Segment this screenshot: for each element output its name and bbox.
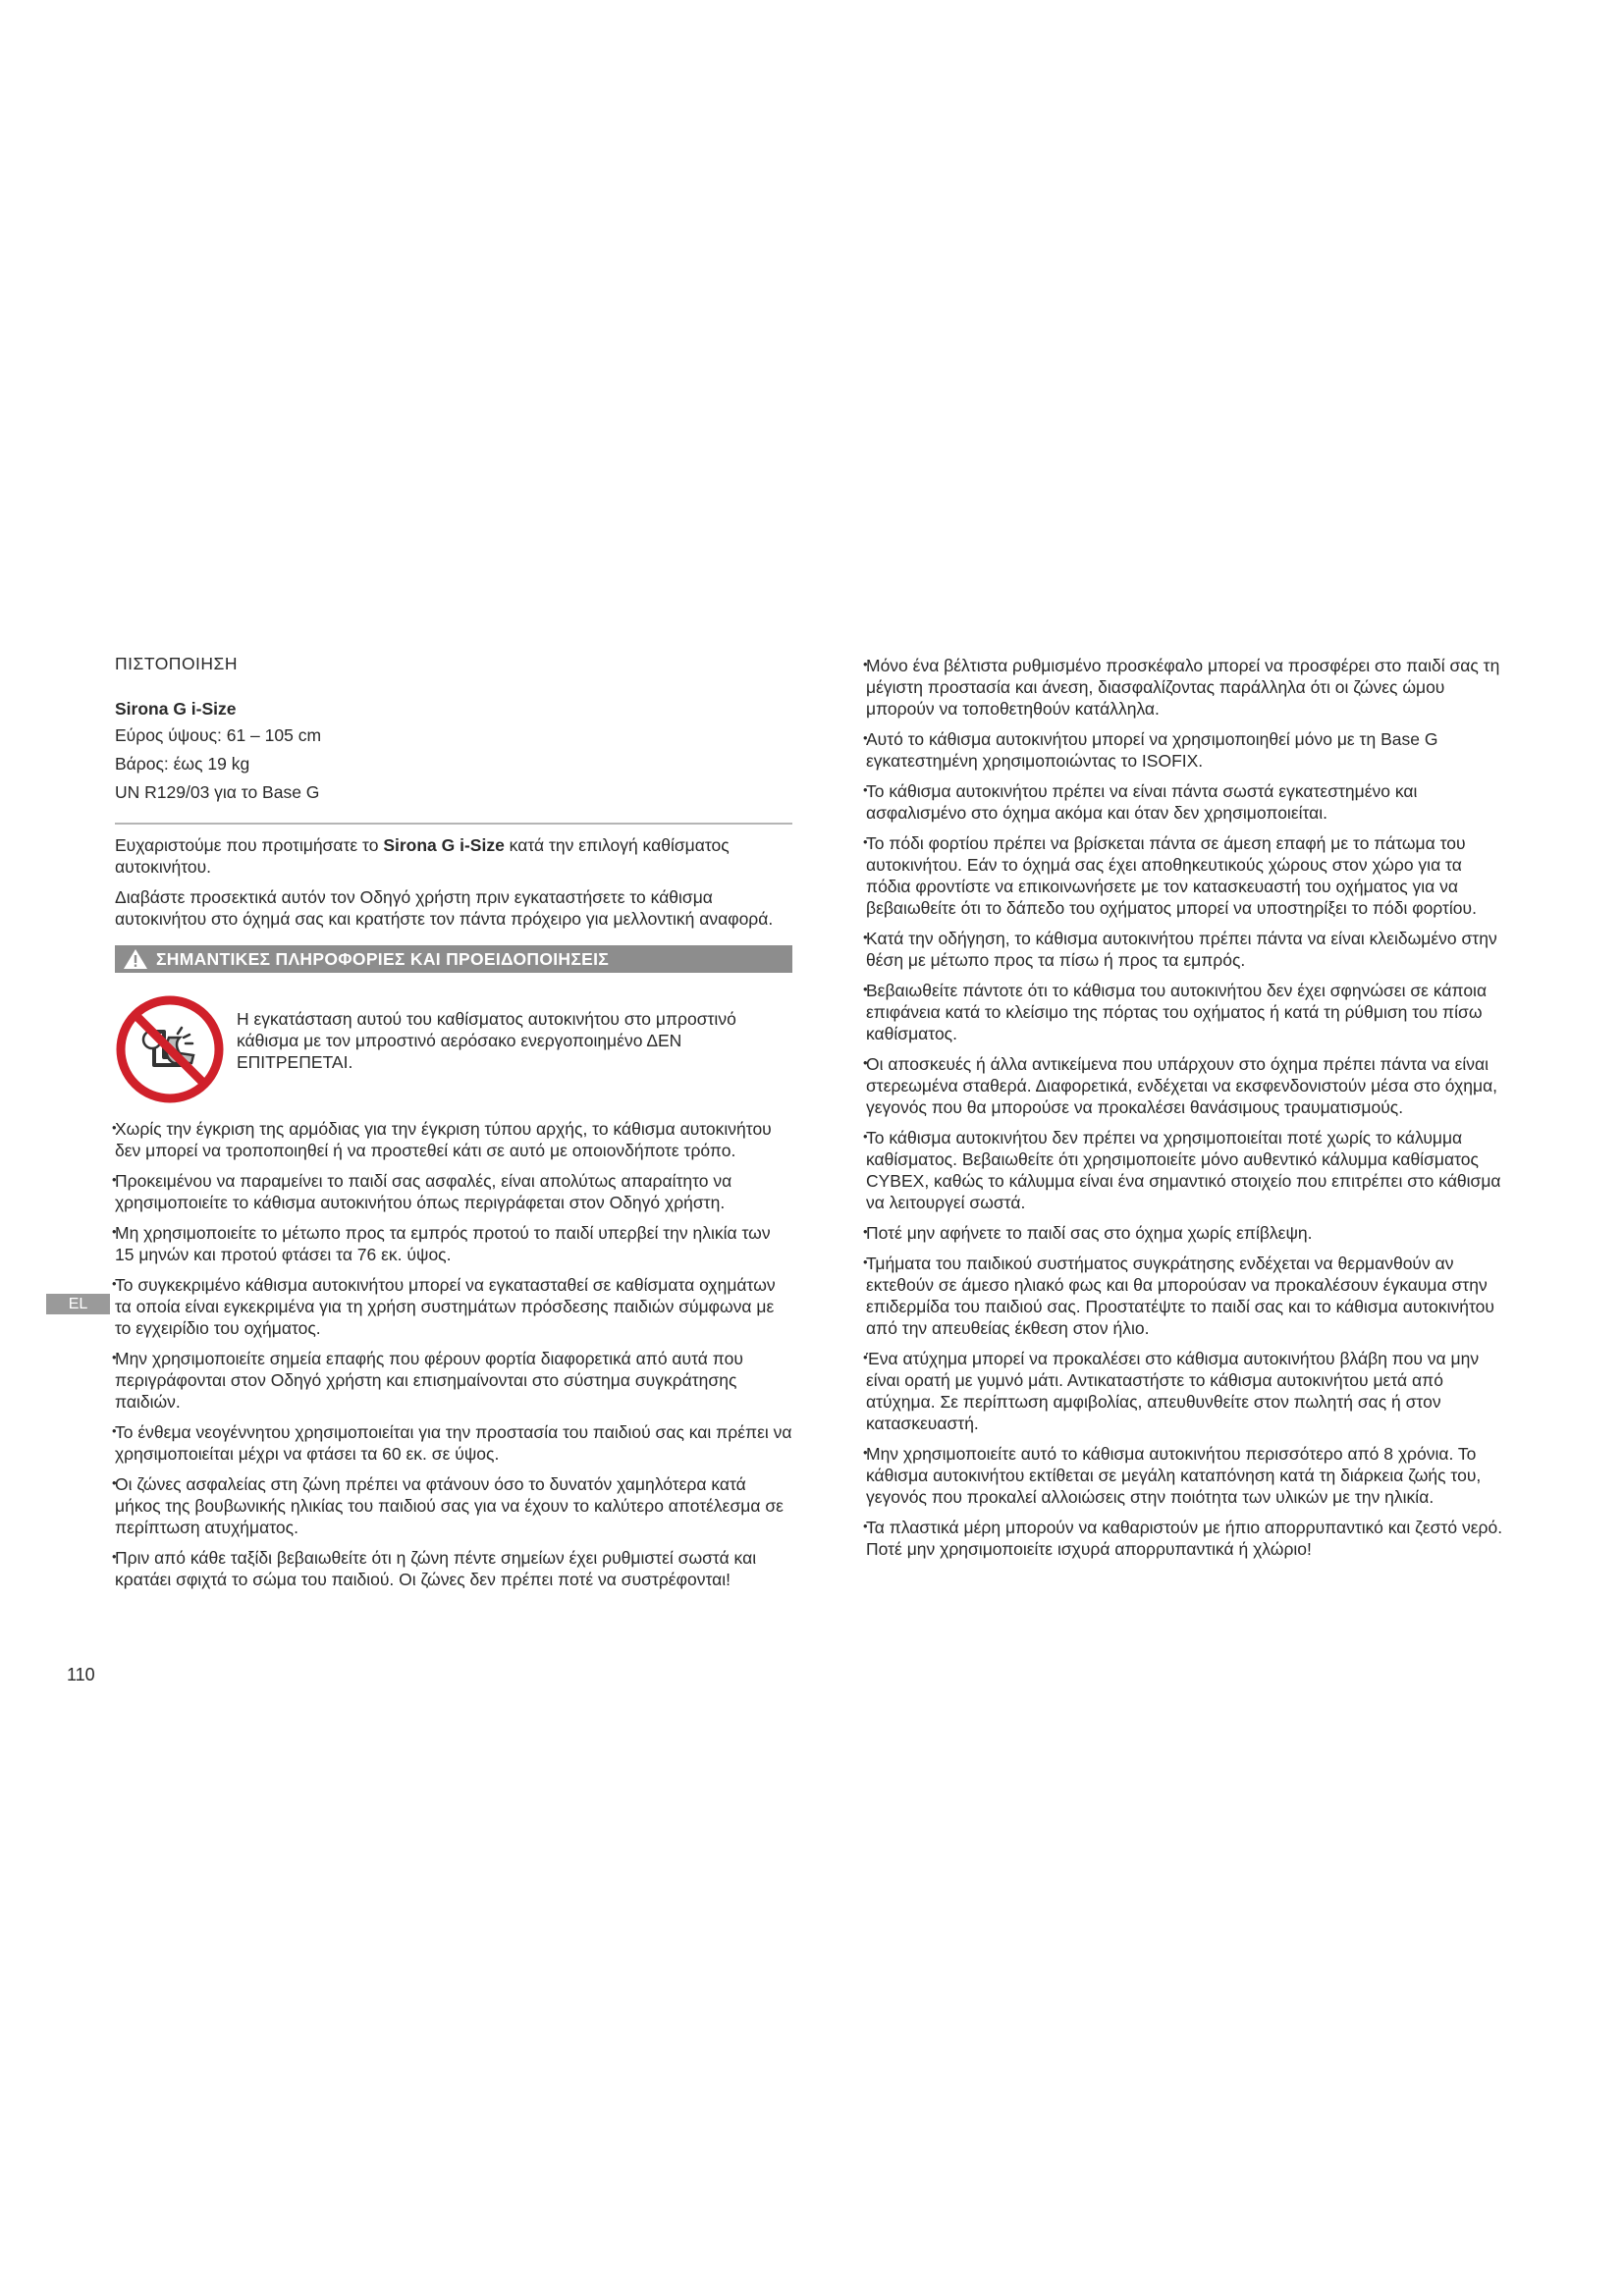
list-item: • Τμήματα του παιδικού συστήματος συγκράτησης ενδέχεται να θερμανθούν αν εκτεθούν σε άμεσο ηλιακό φως και θα μπορούσαν να προκαλέσουν έγκαυμα στην επιδερμίδα του παιδιού σας. Προστατέψτε το παιδί σας και το κάθισμα αυτοκινήτου από την απευθείας έκθεση στον ήλιο. [866,1253,1504,1339]
right-warning-list [866,655,1504,1560]
list-item: • Κατά την οδήγηση, το κάθισμα αυτοκινήτου πρέπει πάντα να είναι κλειδωμένο στην θέση με μέτωπο προς τα πίσω ή προς τα εμπρός. [866,928,1504,971]
list-item: • Το ένθεμα νεογέννητου χρησιμοποιείται για την προστασία του παιδιού σας και πρέπει να χρησιμοποιείται μέχρι να φτάσει τα 60 εκ. σε ύψος. [115,1421,792,1465]
intro-read-manual: Διαβάστε προσεκτικά αυτόν τον Οδηγό χρήστη πριν εγκαταστήσετε το κάθισμα αυτοκινήτου στο όχημά σας και κρατήστε τον πάντα πρόχειρο για μελλοντική αναφορά. [115,887,774,929]
list-item: • Προκειμένου να παραμείνει το παιδί σας ασφαλές, είναι απολύτως απαραίτητο να χρησιμοποιείτε το κάθισμα αυτοκινήτου όπως περιγράφεται στον Οδηγό χρήστη. [115,1170,792,1213]
list-item: • Οι ζώνες ασφαλείας στη ζώνη πρέπει να φτάνουν όσο το δυνατόν χαμηλότερα κατά μήκος της βουβωνικής ηλικίας του παιδιού σας για να έχουν το καλύτερο αποτέλεσμα σε περίπτωση ατυχήματος. [115,1473,792,1538]
section-heading: ΠΙΣΤΟΠΟΙΗΣΗ [115,654,239,673]
airbag-warning-text: Η εγκατάσταση αυτού του καθίσματος αυτοκινήτου στο μπροστινό κάθισμα με τον μπροστινό αερόσακο ενεργοποιημένο ΔΕΝ ΕΠΙΤΡΕΠΕΤΑΙ. [237,1009,736,1072]
no-airbag-prohibition-icon [115,994,225,1104]
divider [115,823,792,825]
language-tag: EL [46,1294,110,1314]
left-column [115,653,792,1599]
airbag-warning [115,994,792,1104]
list-item: • Πριν από κάθε ταξίδι βεβαιωθείτε ότι η ζώνη πέντε σημείων έχει ρυθμιστεί σωστά και κρατάει σφιχτά το σώμα του παιδιού. Οι ζώνες δεν πρέπει ποτέ να συστρέφονται! [115,1547,792,1590]
list-item: • Ένα ατύχημα μπορεί να προκαλέσει στο κάθισμα αυτοκινήτου βλάβη που να μην είναι ορατή με γυμνό μάτι. Αντικαταστήστε το κάθισμα αυτοκινήτου μετά από ατύχημα. Σε περίπτωση αμφιβολίας, απευθυνθείτε στον πωλητή σας ή στον κατασκευαστή. [866,1348,1504,1434]
list-item: • Χωρίς την έγκριση της αρμόδιας για την έγκριση τύπου αρχής, το κάθισμα αυτοκινήτου δεν μπορεί να τροποποιηθεί ή να προστεθεί κάτι σε αυτό με οποιονδήποτε τρόπο. [115,1118,792,1161]
list-item: • Αυτό το κάθισμα αυτοκινήτου μπορεί να χρησιμοποιηθεί μόνο με τη Base G εγκατεστημένη χρησιμοποιώντας το ISOFIX. [866,728,1504,772]
list-item: • Το συγκεκριμένο κάθισμα αυτοκινήτου μπορεί να εγκατασταθεί σε καθίσματα οχημάτων τα οποία είναι εγκεκριμένα για τη χρήση συστημάτων πρόσδεσης παιδιών σύμφωνα με το εγχειρίδιο του οχήματος. [115,1274,792,1339]
list-item: • Μόνο ένα βέλτιστα ρυθμισμένο προσκέφαλο μπορεί να προσφέρει στο παιδί σας τη μέγιστη προστασία και άνεση, διασφαλίζοντας παράλληλα ότι οι ζώνες ώμου μπορούν να τοποθετηθούν κατάλληλα. [866,655,1504,720]
list-item: • Μην χρησιμοποιείτε σημεία επαφής που φέρουν φορτία διαφορετικά από αυτά που περιγράφονται στον Οδηγό χρήστη και επισημαίνονται στο σύστημα συγκράτησης παιδιών. [115,1348,792,1413]
warning-triangle-icon [123,948,148,970]
warning-banner [115,945,792,973]
page-number: 110 [67,1665,95,1684]
list-item: • Ποτέ μην αφήνετε το παιδί σας στο όχημα χωρίς επίβλεψη. [866,1222,1504,1244]
spec-height: Εύρος ύψους: 61 – 105 cm [115,725,322,745]
intro-model-bold: Sirona G i-Size [383,835,505,855]
list-item: • Οι αποσκευές ή άλλα αντικείμενα που υπάρχουν στο όχημα πρέπει πάντα να είναι στερεωμένα σταθερά. Διαφορετικά, ενδέχεται να εκσφενδονιστούν μέσα στο όχημα, γεγονός που θα μπορούσε να προκαλέσει θανάσιμους τραυματισμούς. [866,1053,1504,1118]
right-column [866,655,1504,1569]
list-item: • Το κάθισμα αυτοκινήτου πρέπει να είναι πάντα σωστά εγκατεστημένο και ασφαλισμένο στο όχημα ακόμα και όταν δεν χρησιμοποιείται. [866,780,1504,824]
left-warning-list [115,1118,792,1590]
list-item: • Τα πλαστικά μέρη μπορούν να καθαριστούν με ήπιο απορρυπαντικό και ζεστό νερό. Ποτέ μην χρησιμοποιείτε ισχυρά απορρυπαντικά ή χλώριο! [866,1517,1504,1560]
spec-approval: UN R129/03 για το Base G [115,782,320,802]
list-item: • Βεβαιωθείτε πάντοτε ότι το κάθισμα του αυτοκινήτου δεν έχει σφηνώσει σε κάποια επιφάνεια κατά το κλείσιμο της πόρτας του οχήματος ή κατά τη ρύθμιση του πίσω καθίσματος. [866,980,1504,1044]
list-item: • Μη χρησιμοποιείτε το μέτωπο προς τα εμπρός προτού το παιδί υπερβεί την ηλικία των 15 μηνών και προτού φτάσει τα 76 εκ. ύψος. [115,1222,792,1265]
intro-text-end: κατά την επιλογή καθίσματος αυτοκινήτου. [115,835,730,877]
intro-text-start: Ευχαριστούμε που προτιμήσατε το [115,835,384,855]
model-name: Sirona G i-Size [115,699,237,719]
intro-paragraph [115,834,792,878]
warning-title: ΣΗΜΑΝΤΙΚΕΣ ΠΛΗΡΟΦΟΡΙΕΣ ΚΑΙ ΠΡΟΕΙΔΟΠΟΙΗΣΕΙΣ [156,949,610,969]
list-item: • Το κάθισμα αυτοκινήτου δεν πρέπει να χρησιμοποιείται ποτέ χωρίς το κάλυμμα καθίσματος. Βεβαιωθείτε ότι χρησιμοποιείτε μόνο αυθεντικό κάλυμμα καθίσματος CYBEX, καθώς το κάλυμμα είναι ένα σημαντικό στοιχείο που επιτρέπει στο κάθισμα να λειτουργεί σωστά. [866,1127,1504,1213]
list-item: • Μην χρησιμοποιείτε αυτό το κάθισμα αυτοκινήτου περισσότερο από 8 χρόνια. Το κάθισμα αυτοκινήτου εκτίθεται σε μεγάλη καταπόνηση κατά τη διάρκεια ζωής του, γεγονός που προκαλεί αλλοιώσεις στην ποιότητα των υλικών με την ηλικία. [866,1443,1504,1508]
list-item: • Το πόδι φορτίου πρέπει να βρίσκεται πάντα σε άμεση επαφή με το πάτωμα του αυτοκινήτου. Εάν το όχημά σας έχει αποθηκευτικούς χώρους στον χώρο για τα πόδια φροντίστε να επικοινωνήσετε με τον κατασκευαστή του οχήματος για να βεβαιωθείτε ότι το δάπεδο του οχήματος μπορεί να υποστηρίξει το πόδι φορτίου. [866,832,1504,919]
spec-weight: Βάρος: έως 19 kg [115,754,250,774]
